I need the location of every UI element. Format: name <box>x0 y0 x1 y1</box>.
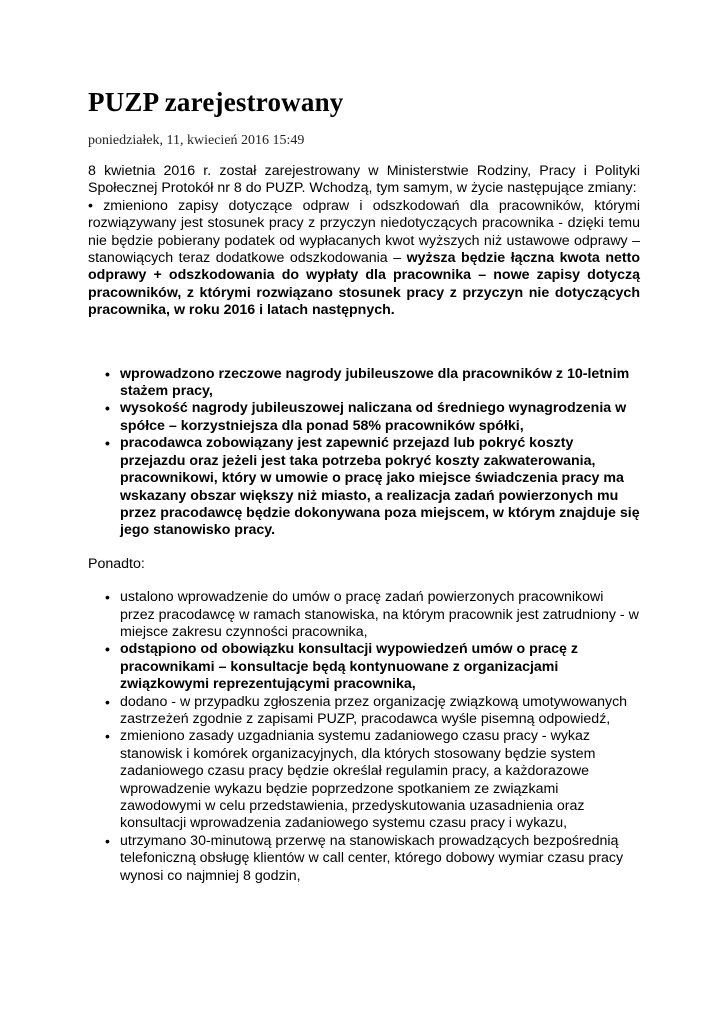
changes-list <box>88 366 640 540</box>
list-item-text: dodano - w przypadku zgłoszenia przez organizację związkową umotywowanych zastrzeżeń zgodnie z zapisami PUZP, pracodawca wyśle pisemną odpowiedź, <box>120 693 628 727</box>
list-item-text: zmieniono zasady uzgadniania systemu zadaniowego czasu pracy - wykaz stanowisk i komórek organizacyjnych, dla których stosowany będzie system zadaniowego czasu pracy będzie określał regulamin pracy, a każdorazowe wprowadzenie wykazu będzie poprzedzone spotkaniem ze związkami zawodowymi w celu przedstawienia, przedyskutowania uzasadnienia oraz konsultacji wprowadzenia zadaniowego systemu czasu pracy i wykazu, <box>120 728 596 832</box>
bullet-icon: • <box>105 728 110 745</box>
list-item-text: wprowadzono rzeczowe nagrody jubileuszowe dla pracowników z 10-letnim stażem pracy, <box>120 365 630 400</box>
additional-changes-list <box>88 589 640 885</box>
bullet-icon: • <box>105 435 110 452</box>
bullet-icon: • <box>105 589 110 606</box>
intro-change-text: • zmieniono zapisy dotyczące odpraw i odszkodowań dla pracowników, którymi rozwiązywany jest stosunek pracy z przyczyn niedotyczących pracownika - dzięki temu nie będzie pobierany podatek od wypłacanych kwot wyższych niż ustawowe odprawy – stanowiących teraz dodatkowe odszkodowania – <box>88 197 640 267</box>
list-item-text: pracodawca zobowiązany jest zapewnić przejazd lub pokryć koszty przejazdu oraz jeżeli jest taka potrzeba pokryć koszty zakwaterowania, pracownikowi, który w umowie o pracę jako miejsce świadczenia pracy ma wskazany obszar większy niż miasto, a realizacja zadań powierzonych mu przez pracodawcę będzie dokonywana poza miejscem, w którym znajduje się jego stanowisko pracy. <box>120 435 640 539</box>
list-item-text: wysokość nagrody jubileuszowej naliczana od średniego wynagrodzenia w spółce – korzystniejsza dla ponad 58% pracowników spółki, <box>120 400 627 434</box>
list-item <box>88 589 640 641</box>
list-item <box>88 641 640 693</box>
list-item <box>88 728 640 832</box>
publish-date: poniedziałek, 11, kwiecień 2016 15:49 <box>88 133 305 148</box>
bullet-icon: • <box>105 365 110 382</box>
list-item-text: odstąpiono od obowiązku konsultacji wypowiedzeń umów o pracę z pracownikami – konsultacje będą kontynuowane z organizacjami związkowymi reprezentującymi pracownika, <box>120 641 578 693</box>
document-page <box>88 86 640 885</box>
list-item <box>88 435 640 539</box>
list-item-text: ustalono wprowadzenie do umów o pracę zadań powierzonych pracownikowi przez pracodawcę w ramach stanowiska, na którym pracownik jest zatrudniony - w miejsce zakresu czynności pracownika, <box>120 589 639 640</box>
intro-paragraph: 8 kwietnia 2016 r. został zarejestrowany w Ministerstwie Rodziny, Pracy i Polityki Społecznej Protokół nr 8 do PUZP. Wchodzą, tym samym, w życie następujące zmiany: <box>88 163 640 197</box>
intro-change-paragraph <box>88 198 640 320</box>
section-label: Ponadto: <box>88 555 145 572</box>
bullet-icon: • <box>105 693 110 710</box>
list-item-text: utrzymano 30-minutową przerwę na stanowiskach prowadzących bezpośrednią telefoniczną obsługę klientów w call center, którego dobowy wymiar czasu pracy wynosi co najmniej 8 godzin, <box>120 832 624 884</box>
list-item <box>88 400 640 435</box>
bullet-icon: • <box>105 400 110 417</box>
list-item <box>88 833 640 885</box>
bullet-icon: • <box>105 641 110 658</box>
list-item <box>88 694 640 729</box>
page-title: PUZP zarejestrowany <box>88 87 344 117</box>
list-item <box>88 366 640 401</box>
bullet-icon: • <box>105 832 110 849</box>
intro-change-bold-text: wyższa będzie łączna kwota netto odprawy + odszkodowania do wypłaty dla pracownika – nowe zapisy dotyczą pracowników, z którymi rozwiązano stosunek pracy z przyczyn nie dotyczących pracownika, w roku 2016 i latach następnych. <box>88 250 640 319</box>
intro-section <box>88 163 640 320</box>
